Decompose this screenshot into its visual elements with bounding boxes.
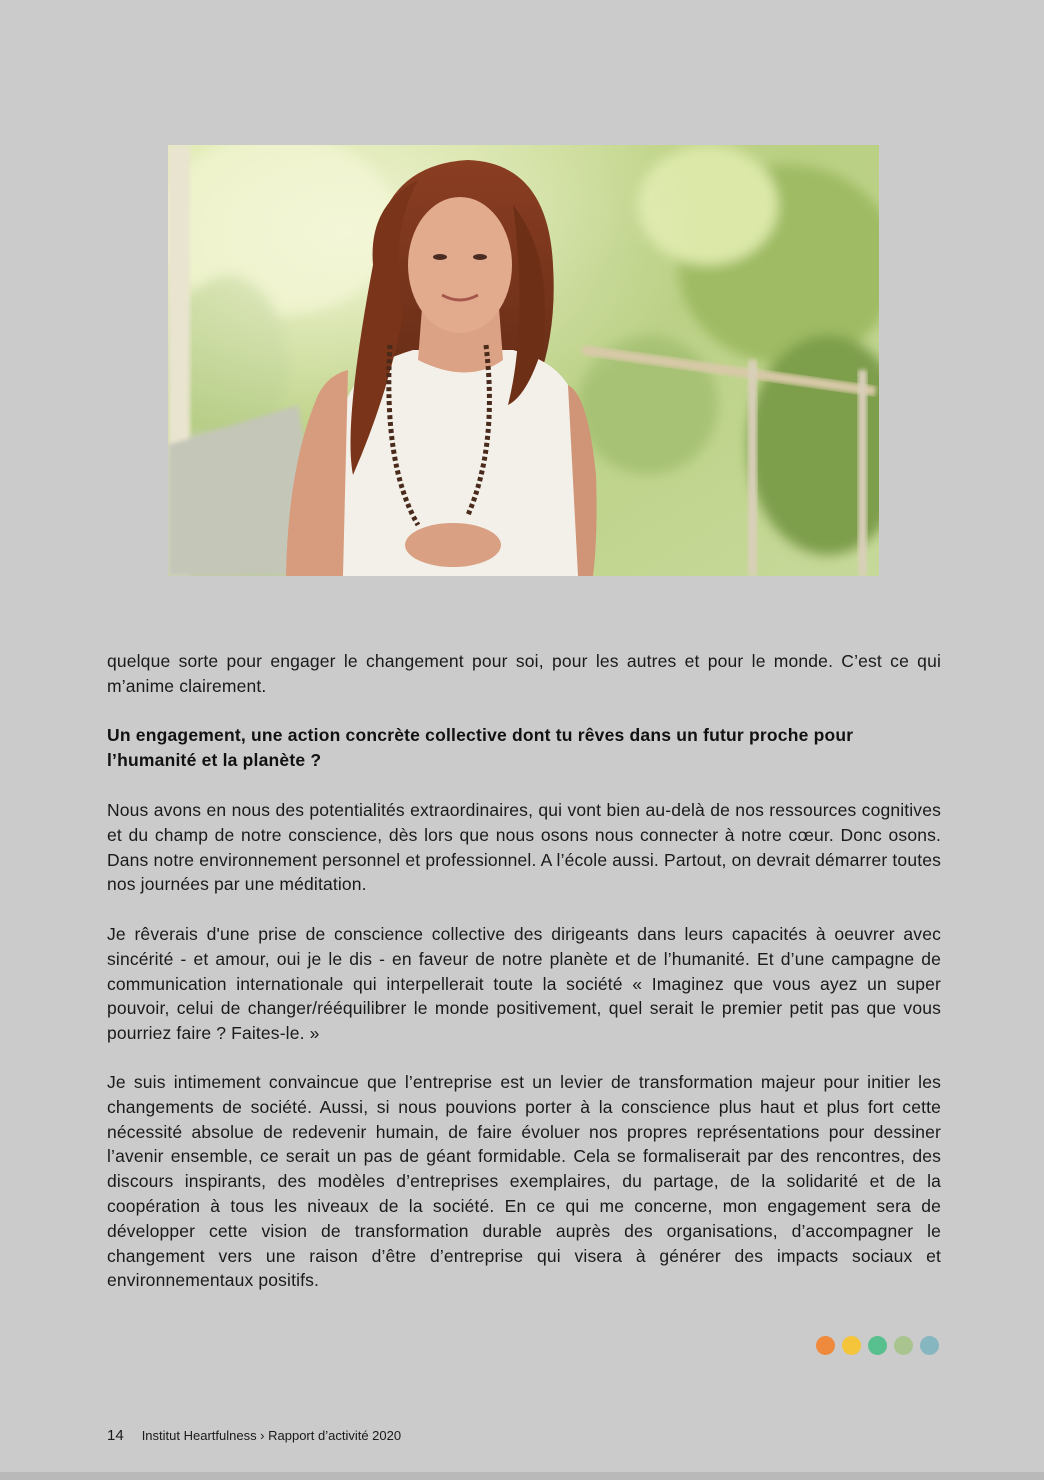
answer-paragraph: Je rêverais d'une prise de conscience collective des dirigeants dans leurs capacités à oeuvrer avec sincérité - et amour, oui je le dis - en faveur de notre planète et de l’humanité. Et d’une campagne de communication internationale qui interpellerait toute la société « Imaginez que vous ayez un super pouvoir, celui de changer/rééquilibrer le monde positivement, quel serait le premier petit pas que vous pourriez faire ? Faites-le. » (107, 924, 941, 1044)
decorative-dots (816, 1336, 939, 1355)
dot-teal (920, 1336, 939, 1355)
dot-yellow (842, 1336, 861, 1355)
portrait-photo (168, 145, 879, 576)
answer-paragraph: Nous avons en nous des potentialités extraordinaires, qui vont bien au-delà de nos ressources cognitives et du champ de notre conscience, dès lors que nous osons nous connecter à notre cœur. Donc osons. Dans notre environnement personnel et professionnel. A l’école aussi. Partout, on devrait démarrer toutes nos journées par une méditation. (107, 800, 941, 895)
interview-question: Un engagement, une action concrète collective dont tu rêves dans un futur proche pour l’humanité et la planète ? (107, 725, 854, 770)
page-edge (0, 1472, 1044, 1480)
dot-orange (816, 1336, 835, 1355)
article-continuation: quelque sorte pour engager le changement pour soi, pour les autres et pour le monde. C’est ce qui m’anime clairement. (107, 651, 941, 696)
dot-sage (894, 1336, 913, 1355)
dot-green (868, 1336, 887, 1355)
publication-title: Institut Heartfulness › Rapport d’activité 2020 (141, 1428, 402, 1443)
answer-paragraph: Je suis intimement convaincue que l’entreprise est un levier de transformation majeur pour initier les changements de société. Aussi, si nous pouvions porter à la conscience plus haut et plus fort cette nécessité absolue de redevenir humain, de faire évoluer nos propres représentations pour dessiner l’avenir ensemble, ce serait un pas de géant formidable. Cela se formaliserait par des rencontres, des discours inspirants, des modèles d’entreprises exemplaires, du partage, de la solidarité et de la coopération à tous les niveaux de la société. En ce qui me concerne, mon engagement sera de développer cette vision de transformation durable auprès des organisations, d’accompagner le changement vers une raison d’être d’entreprise qui visera à générer des impacts sociaux et environnementaux positifs. (107, 1072, 941, 1291)
page-footer (107, 1427, 401, 1444)
page-number: 14 (107, 1427, 124, 1444)
